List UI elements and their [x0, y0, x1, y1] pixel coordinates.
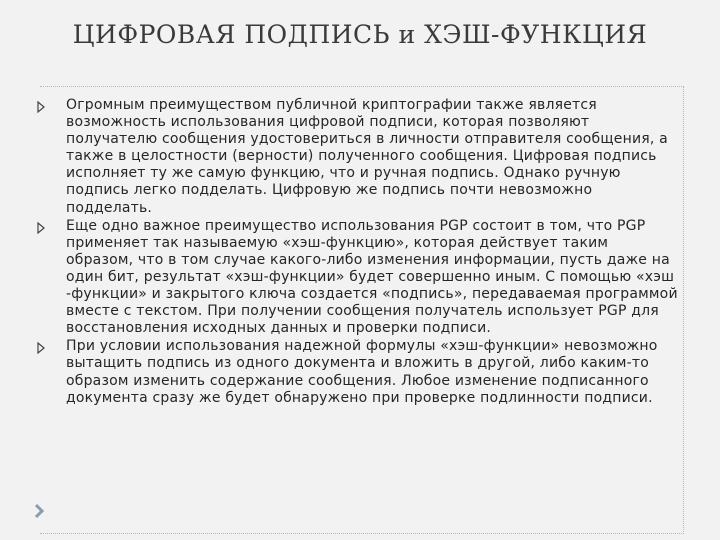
top-divider — [40, 86, 684, 87]
bullet-item-1 — [36, 97, 678, 217]
bottom-divider — [40, 533, 684, 534]
bullet-list — [36, 97, 678, 408]
right-divider — [683, 86, 684, 534]
bullet-item-2 — [36, 218, 678, 338]
bullet-text-1: Огромным преимуществом публичной криптографии также является возможность использования цифровой подписи, которая позволяют получателю сообщения удостовериться в личности отправителя сообщения, а также в целостности (верности) полученного сообщения. Цифровая подпись исполняет ту же самую функцию, что и ручная подпись. Однако ручную подпись легко подделать. Цифровую же подпись почти невозможно подделать. — [66, 97, 668, 216]
slide-title: ЦИФРОВАЯ ПОДПИСЬ и ХЭШ-ФУНКЦИЯ — [72, 20, 648, 49]
bullet-text-2: Еще одно важное преимущество использования PGP состоит в том, что PGP применяет так называемую «хэш-функцию», которая действует таким образом, что в том случае какого-либо изменения информации, пусть даже на один бит, результат «хэш-функции» будет совершенно иным. С помощью «хэш -функции» и закрытого ключа создается «подпись», передаваемая программой вместе с текстом. При получении сообщения получатель использует PGP для восстановления исходных данных и проверки подписи. — [66, 217, 678, 337]
triangle-right-icon — [36, 339, 66, 357]
corner-chevron-icon — [32, 503, 48, 519]
bullet-text-3: При условии использования надежной формулы «хэш-функции» невозможно вытащить подпись из одного документа и вложить в другой, либо каким-то образом изменить содержание сообщения. Любое изменение подписанного документа сразу же будет обнаружено при проверке подлинности подписи. — [66, 338, 658, 406]
bullet-item-3 — [36, 338, 678, 406]
triangle-right-icon — [36, 98, 66, 116]
triangle-right-icon — [36, 219, 66, 237]
